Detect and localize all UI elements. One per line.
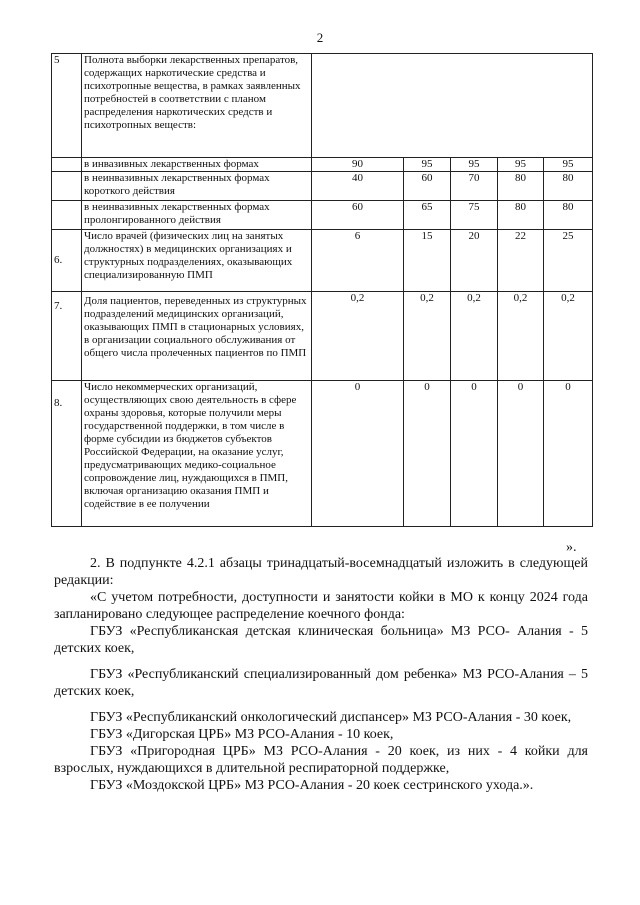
value-cell: 15 xyxy=(404,230,451,292)
paragraph: «С учетом потребности, доступности и занятости койки в МО к концу 2024 года запланировано следующее распределение коечного фонда: xyxy=(54,590,588,622)
value-cell: 80 xyxy=(544,201,593,230)
value-cell-empty xyxy=(312,54,593,158)
row-number: 6. xyxy=(52,230,82,292)
value-cell: 20 xyxy=(451,230,498,292)
paragraph: 2. В подпункте 4.2.1 абзацы тринадцатый-восемнадцатый изложить в следующей редакции: xyxy=(54,556,588,588)
value-cell: 90 xyxy=(312,158,404,172)
paragraph: ГБУЗ «Дигорская ЦРБ» МЗ РСО-Алания - 10 коек, xyxy=(90,727,394,742)
value-cell: 80 xyxy=(544,172,593,201)
indicator-text: в неинвазивных лекарственных формах пролонгированного действия xyxy=(82,201,312,230)
value-cell: 25 xyxy=(544,230,593,292)
row-number xyxy=(52,172,82,201)
paragraph: ГБУЗ «Республиканский онкологический диспансер» МЗ РСО-Алания - 30 коек, xyxy=(90,710,572,725)
value-cell: 22 xyxy=(498,230,544,292)
row-number xyxy=(52,201,82,230)
value-cell: 75 xyxy=(451,201,498,230)
value-cell: 0 xyxy=(312,381,404,527)
indicator-text: Полнота выборки лекарственных препаратов, содержащих наркотические средства и психотропные вещества, в рамках заявленных потребностей в соответствии с планом распределения наркотических средств и психотропных веществ: xyxy=(82,54,312,158)
table-row xyxy=(52,230,593,292)
value-cell: 0 xyxy=(404,381,451,527)
value-cell: 0,2 xyxy=(451,292,498,381)
value-cell: 65 xyxy=(404,201,451,230)
closing-quote: ». xyxy=(566,540,577,555)
value-cell: 60 xyxy=(404,172,451,201)
indicator-text: Число некоммерческих организаций, осуществляющих свою деятельность в сфере охраны здоровья, которые получили меры государственной поддержки, в том числе в форме субсидии из бюджетов субъектов Российской Федерации, на оказание услуг, предусматривающих медико-социальное сопровождение лиц, нуждающихся в ПМП, включая организацию оказания ПМП и содействие в ее получении xyxy=(82,381,312,527)
value-cell: 60 xyxy=(312,201,404,230)
value-cell: 0,2 xyxy=(312,292,404,381)
value-cell: 95 xyxy=(498,158,544,172)
table-row xyxy=(52,54,593,158)
value-cell: 70 xyxy=(451,172,498,201)
indicator-text: в неинвазивных лекарственных формах короткого действия xyxy=(82,172,312,201)
paragraph: ГБУЗ «Пригородная ЦРБ» МЗ РСО-Алания - 20 коек, из них - 4 койки для взрослых, нуждающихся в длительной респираторной поддержке, xyxy=(54,744,588,776)
indicator-text: в инвазивных лекарственных формах xyxy=(82,158,312,172)
table-row xyxy=(52,172,593,201)
table-row xyxy=(52,381,593,527)
value-cell: 0,2 xyxy=(544,292,593,381)
value-cell: 95 xyxy=(404,158,451,172)
indicator-text: Число врачей (физических лиц на занятых должностях) в медицинских организациях и структурных подразделениях, оказывающих специализированную ПМП xyxy=(82,230,312,292)
table-row xyxy=(52,292,593,381)
amendment-text xyxy=(54,555,588,794)
page-number: 2 xyxy=(316,30,324,45)
paragraph: ГБУЗ «Республиканская детская клиническая больница» МЗ РСО- Алания - 5 детских коек, xyxy=(54,624,588,656)
value-cell: 0,2 xyxy=(498,292,544,381)
row-number: 7. xyxy=(52,292,82,381)
table-row xyxy=(52,158,593,172)
row-number: 5 xyxy=(52,54,82,158)
value-cell: 0,2 xyxy=(404,292,451,381)
value-cell: 80 xyxy=(498,201,544,230)
table-row xyxy=(52,201,593,230)
row-number xyxy=(52,158,82,172)
value-cell: 6 xyxy=(312,230,404,292)
value-cell: 0 xyxy=(451,381,498,527)
indicator-text: Доля пациентов, переведенных из структурных подразделений медицинских организаций, оказывающих ПМП в стационарных условиях, в организации социального обслуживания от общего числа пролеченных пациентов по ПМП xyxy=(82,292,312,381)
paragraph: ГБУЗ «Республиканский специализированный дом ребенка» МЗ РСО-Алания – 5 детских коек, xyxy=(54,667,588,699)
value-cell: 0 xyxy=(498,381,544,527)
value-cell: 80 xyxy=(498,172,544,201)
row-number: 8. xyxy=(52,381,82,527)
indicators-table xyxy=(51,53,593,527)
value-cell: 40 xyxy=(312,172,404,201)
indicators-table-body xyxy=(52,54,593,527)
value-cell: 95 xyxy=(544,158,593,172)
paragraph: ГБУЗ «Моздокской ЦРБ» МЗ РСО-Алания - 20 коек сестринского ухода.». xyxy=(90,778,534,793)
value-cell: 0 xyxy=(544,381,593,527)
value-cell: 95 xyxy=(451,158,498,172)
